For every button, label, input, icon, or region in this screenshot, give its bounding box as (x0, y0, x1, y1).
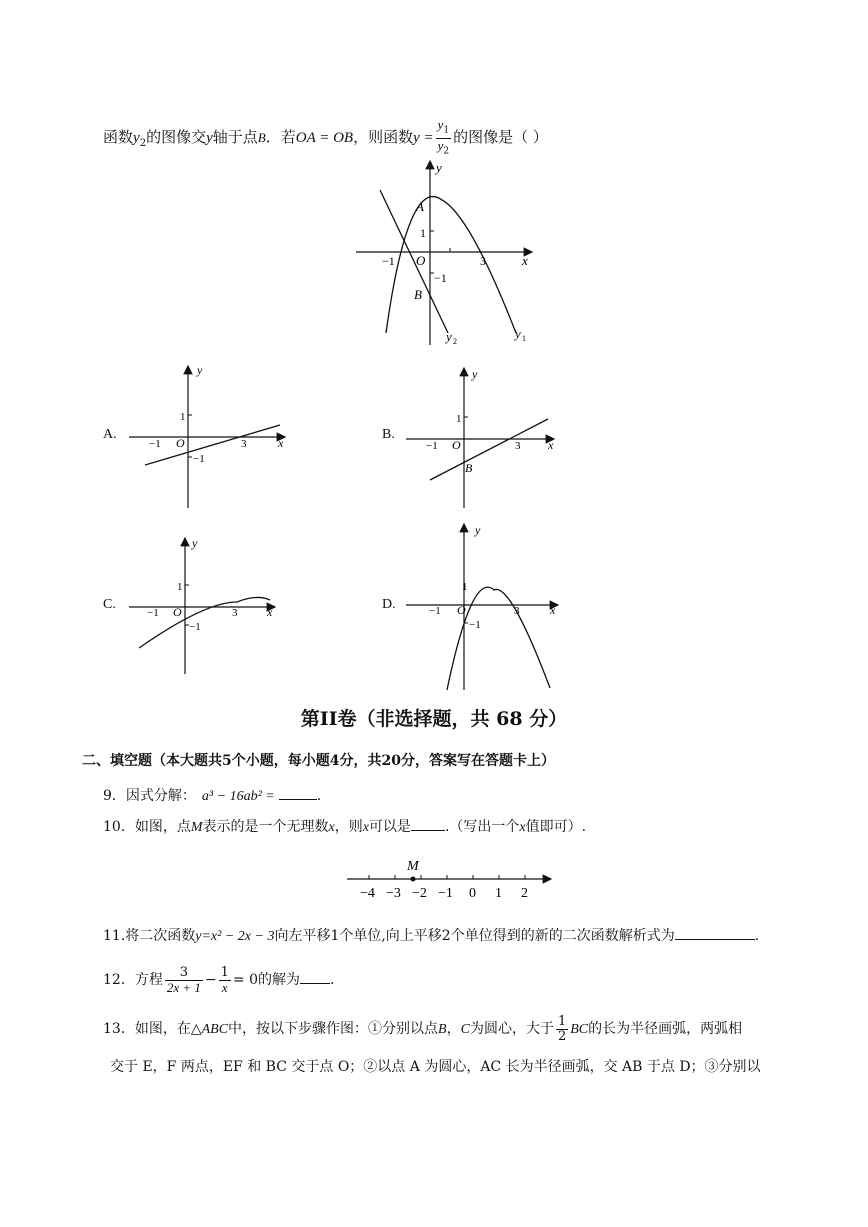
option-a-label[interactable]: A. (103, 427, 117, 442)
label-y2: y (446, 329, 452, 344)
q10-x: x (362, 820, 369, 835)
q11-text: 向左平移1个单位,向上平移2个单位得到的新的二次函数解析式为 (274, 928, 675, 944)
parabola-y1 (386, 197, 516, 333)
q9-label: 9．因式分解： (103, 788, 196, 804)
opt-c-x: x (267, 605, 273, 619)
q10-text: .（写出一个 (444, 819, 520, 835)
opt-a-o: O (176, 436, 185, 450)
q13-bc: BC (570, 1022, 589, 1037)
opt-d-neg-one-y: −1 (469, 619, 481, 631)
q13-text: 的长为半径画弧，两弧相 (588, 1021, 743, 1037)
q10-m: M (190, 820, 203, 835)
q13-c: C (460, 1022, 470, 1037)
q11-expr: y=x² − 2x − 3 (195, 929, 275, 944)
number-line (345, 855, 560, 903)
number-line-m: M (407, 859, 419, 874)
q12-num1: 3 (165, 966, 203, 981)
tick-label: 1 (495, 886, 502, 901)
opt-d-o: O (457, 603, 466, 617)
option-d-graph[interactable] (402, 520, 562, 692)
label-o: O (416, 253, 426, 268)
q10-text: 10．如图，点 (103, 819, 191, 835)
q8-num-sub: 1 (443, 125, 450, 136)
q10-text: 值即可）. (525, 819, 587, 835)
part2-heading: 第II卷（非选择题，共 68 分） (300, 708, 568, 730)
option-b-graph[interactable] (402, 362, 562, 512)
opt-a-one: 1 (180, 411, 186, 423)
q12-minus: − (204, 972, 217, 988)
opt-d-one: 1 (462, 581, 468, 593)
label-y: y (436, 160, 442, 175)
opt-c-three: 3 (232, 607, 238, 619)
q10-x: x (519, 820, 526, 835)
opt-a-y: y (197, 363, 203, 377)
option-c-curve (139, 597, 270, 648)
q11-end: . (754, 928, 760, 944)
q13-half-num: 1 (557, 1013, 567, 1029)
q12-frac2 (219, 966, 231, 995)
q9-expr: a³ − 16ab² = (201, 789, 275, 804)
q8-condition: OA = OB (295, 130, 354, 147)
q13-abc: ABC (201, 1022, 229, 1037)
q12-end: . (329, 972, 335, 988)
q13-half-den: 2 (557, 1028, 567, 1044)
label-neg-one-y: −1 (434, 271, 447, 285)
opt-b-b: B (465, 461, 473, 475)
label-x: x (522, 253, 528, 268)
q13-text: 13．如图，在△ (103, 1021, 202, 1037)
option-c-label[interactable]: C. (103, 597, 116, 612)
q8-y2: y (133, 130, 140, 147)
option-c-graph[interactable] (125, 532, 285, 677)
tick-label: −2 (412, 886, 427, 901)
q8-text: 的图像交 (146, 128, 207, 147)
q13-comma: ， (446, 1021, 461, 1037)
tick-label: 0 (469, 886, 476, 901)
q8-yaxis: y (206, 130, 213, 147)
q9-end: . (316, 788, 322, 804)
question-12 (103, 963, 334, 997)
q12-text: 12．方程 (103, 972, 163, 988)
q12-frac1 (165, 966, 203, 995)
q10-blank[interactable] (411, 830, 445, 831)
label-one: 1 (420, 226, 426, 240)
q10-text: ，则 (334, 819, 363, 835)
opt-c-y: y (192, 536, 198, 550)
q13-half (556, 1015, 568, 1044)
option-a-line (145, 425, 280, 465)
label-y2-sub: 2 (453, 337, 457, 346)
opt-c-neg-one-y: −1 (189, 621, 201, 633)
opt-a-neg-one-y: −1 (193, 453, 205, 465)
label-y1: y (515, 326, 521, 341)
question-13-line1 (103, 1012, 742, 1047)
label-a: A (416, 199, 424, 214)
section2-title: 二、填空题（本大题共5个小题，每小题4分，共20分，答案写在答题卡上） (82, 753, 555, 769)
q12-text: 的解为 (257, 972, 300, 988)
question-13-line2 (110, 1057, 761, 1077)
q8-den: y (437, 137, 444, 153)
q8-den-sub: 2 (443, 146, 450, 157)
point-m (411, 877, 416, 882)
q8-text: 轴于点 (212, 128, 258, 147)
q11-blank[interactable] (675, 939, 755, 940)
q13-text: 为圆心，大于 (469, 1021, 554, 1037)
q13-text: 交于 E，F 两点，EF 和 BC 交于点 O；②以点 A 为圆心，AC 长为半径画弧，交 AB 于点 D；③分别以 (110, 1059, 761, 1075)
option-a-graph[interactable] (125, 360, 295, 510)
tick-label: −1 (438, 886, 453, 901)
q12-den1: 2x + 1 (166, 979, 201, 995)
q8-text: 函数 (103, 128, 134, 147)
q8-text: ，则函数 (353, 128, 414, 147)
option-d-label[interactable]: D. (382, 597, 396, 612)
opt-b-three: 3 (515, 440, 521, 452)
opt-d-y: y (475, 523, 481, 537)
q12-eq: = 0 (232, 972, 258, 988)
opt-b-y: y (472, 367, 478, 381)
q8-text: 的图像是（ ） (453, 128, 548, 147)
opt-d-neg-one-x: −1 (429, 605, 441, 617)
opt-b-o: O (452, 438, 461, 452)
label-neg-one-x: −1 (382, 254, 395, 268)
q8-condition-line (103, 118, 548, 158)
q12-den2: x (221, 979, 228, 995)
q8-fraction (436, 118, 452, 158)
q8-func: y = (413, 130, 434, 147)
main-graph (350, 155, 540, 350)
option-b-label[interactable]: B. (382, 427, 395, 442)
opt-a-x: x (278, 436, 284, 450)
opt-b-one: 1 (456, 413, 462, 425)
q8-y2-sub: 2 (139, 138, 147, 150)
q13-b: B (438, 1022, 447, 1037)
q13-text: 中，按以下步骤作图：①分别以点 (228, 1021, 439, 1037)
question-10 (103, 817, 586, 838)
opt-a-neg-one-x: −1 (149, 438, 161, 450)
tick-label: −3 (386, 886, 401, 901)
opt-d-x: x (550, 603, 556, 617)
question-11 (103, 926, 759, 947)
opt-a-three: 3 (241, 438, 247, 450)
label-b: B (414, 287, 422, 302)
opt-b-neg-one-x: −1 (426, 440, 438, 452)
opt-c-one: 1 (177, 581, 183, 593)
q12-num2: 1 (220, 964, 229, 980)
tick-label: 2 (521, 886, 528, 901)
tick-label: −4 (360, 886, 375, 901)
opt-b-x: x (548, 438, 554, 452)
question-9 (103, 786, 321, 807)
q10-text: 可以是 (368, 819, 411, 835)
q8-num: y (437, 117, 444, 132)
opt-c-neg-one-x: −1 (147, 607, 159, 619)
q10-text: 表示的是一个无理数 (202, 819, 329, 835)
q11-text: 11.将二次函数 (103, 928, 196, 944)
opt-d-three: 3 (514, 605, 520, 617)
option-b-line (430, 419, 548, 480)
q9-blank[interactable] (279, 799, 317, 800)
opt-c-o: O (173, 605, 182, 619)
q8-text: ．若 (265, 128, 296, 147)
label-y1-sub: 1 (522, 334, 526, 343)
q12-blank[interactable] (300, 983, 330, 984)
q8-point-b: B (257, 130, 266, 146)
q10-x: x (328, 820, 335, 835)
label-three: 3 (480, 254, 486, 268)
